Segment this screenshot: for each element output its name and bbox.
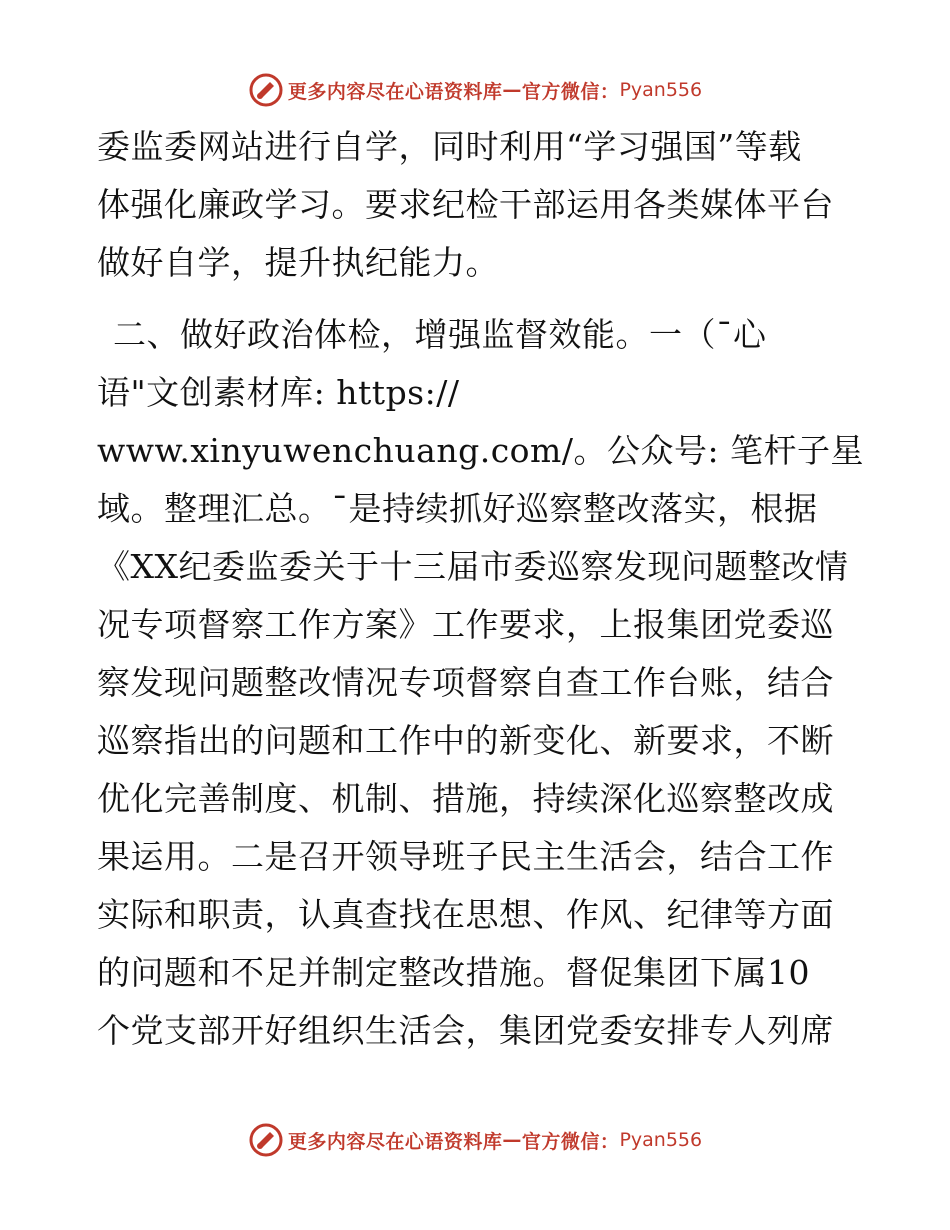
banner-wechat-label: 官方微信： xyxy=(521,1130,620,1153)
text-line: 巡察指出的问题和工作中的新变化、新要求，不断 xyxy=(97,721,834,760)
banner-text: 更多内容尽在心语资料库 xyxy=(287,1130,503,1153)
text-line: 《XX纪委监委关于十三届市委巡察发现问题整改情 xyxy=(97,547,849,586)
text-line: 体强化廉政学习。要求纪检干部运用各类媒体平台 xyxy=(97,185,834,224)
text-line: 语"文创素材库: https:// xyxy=(97,373,460,412)
banner-dash: — xyxy=(502,1129,522,1151)
footer-banner xyxy=(0,1120,950,1160)
text-line: 做好自学，提升执纪能力。 xyxy=(97,243,499,282)
document-body xyxy=(97,118,877,1060)
text-line: 个党支部开好组织生活会，集团党委安排专人列席 xyxy=(97,1011,834,1050)
paragraph-2 xyxy=(97,306,877,1060)
logo-icon xyxy=(248,1122,284,1158)
text-line: 优化完善制度、机制、措施，持续深化巡察整改成 xyxy=(97,779,834,818)
text-line: 察发现问题整改情况专项督察自查工作台账，结合 xyxy=(97,663,834,702)
banner-wechat-id: Pyan556 xyxy=(619,79,703,101)
text-line: 果运用。二是召开领导班子民主生活会，结合工作 xyxy=(97,837,834,876)
text-line: 实际和职责，认真查找在思想、作风、纪律等方面 xyxy=(97,895,834,934)
banner-wechat-label: 官方微信： xyxy=(521,80,620,103)
banner-dash: — xyxy=(502,79,522,101)
text-line: 二、做好政治体检，增强监督效能。一（¯心 xyxy=(113,315,767,354)
header-banner xyxy=(0,70,950,110)
banner-text: 更多内容尽在心语资料库 xyxy=(287,80,503,103)
text-line: 域。整理汇总。¯是持续抓好巡察整改落实，根据 xyxy=(97,489,818,528)
logo-icon xyxy=(248,72,284,108)
text-line: 委监委网站进行自学，同时利用“学习强国”等载 xyxy=(97,127,802,166)
text-line: www.xinyuwenchuang.com/。公众号: 笔杆子星 xyxy=(97,431,865,470)
text-line: 的问题和不足并制定整改措施。督促集团下属10 xyxy=(97,953,810,992)
paragraph-1 xyxy=(97,118,877,292)
banner-wechat-id: Pyan556 xyxy=(619,1129,703,1151)
text-line: 况专项督察工作方案》工作要求，上报集团党委巡 xyxy=(97,605,834,644)
